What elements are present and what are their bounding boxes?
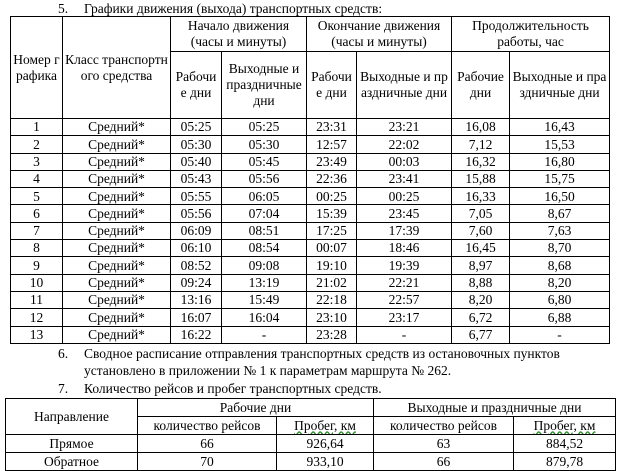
header-mileage-holidays [514, 417, 616, 435]
cell-end-workdays: 21:02 [307, 274, 357, 291]
cell-start-holidays: 09:08 [222, 257, 307, 274]
table-row [11, 153, 610, 170]
cell-duration-workdays: 8,88 [452, 274, 510, 291]
section-5-heading: Графики движения (выхода) транспортных средств: [84, 1, 383, 16]
cell-duration-holidays: 8,67 [510, 205, 610, 222]
cell-mileage-workdays: 933,10 [277, 453, 374, 471]
mileage-label: Пробег, км [533, 417, 596, 433]
cell-end-holidays: - [357, 326, 452, 343]
cell-vehicle-class: Средний* [63, 119, 171, 136]
cell-end-holidays: 22:02 [357, 136, 452, 153]
cell-duration-workdays: 16,08 [452, 119, 510, 136]
cell-end-workdays: 15:39 [307, 205, 357, 222]
header-duration-workdays: Рабочие дни [452, 52, 510, 119]
cell-schedule-number: 2 [11, 136, 63, 153]
section-5-number: 5. [58, 1, 69, 16]
header-end-workdays: Рабочие дни [307, 52, 357, 119]
header-holidays: Выходные и праздничные дни [374, 399, 616, 417]
cell-start-workdays: 16:07 [171, 309, 222, 326]
cell-duration-workdays: 8,97 [452, 257, 510, 274]
cell-duration-holidays: 16,50 [510, 188, 610, 205]
cell-schedule-number: 9 [11, 257, 63, 274]
header-mileage-workdays [277, 417, 374, 435]
cell-schedule-number: 4 [11, 170, 63, 187]
cell-end-holidays: 23:21 [357, 119, 452, 136]
cell-start-workdays: 05:55 [171, 188, 222, 205]
cell-start-holidays: 13:19 [222, 274, 307, 291]
cell-duration-workdays: 7,12 [452, 136, 510, 153]
cell-duration-workdays: 8,20 [452, 291, 510, 308]
table-row [11, 170, 610, 187]
table-row [11, 326, 610, 343]
cell-start-workdays: 05:43 [171, 170, 222, 187]
cell-start-holidays: 05:30 [222, 136, 307, 153]
cell-start-workdays: 06:09 [171, 222, 222, 239]
trips-mileage-table [5, 398, 616, 471]
cell-start-workdays: 05:30 [171, 136, 222, 153]
table-row [6, 453, 616, 471]
header-vehicle-class: Класс транспортного средства [63, 17, 171, 119]
cell-schedule-number: 1 [11, 119, 63, 136]
cell-trips-workdays: 70 [138, 453, 277, 471]
cell-end-holidays: 23:41 [357, 170, 452, 187]
header-schedule-number: Номер графика [11, 17, 63, 119]
cell-schedule-number: 8 [11, 240, 63, 257]
table-row [11, 119, 610, 136]
cell-schedule-number: 5 [11, 188, 63, 205]
cell-end-workdays: 23:49 [307, 153, 357, 170]
cell-vehicle-class: Средний* [63, 274, 171, 291]
cell-end-workdays: 17:25 [307, 222, 357, 239]
cell-start-holidays: 08:51 [222, 222, 307, 239]
section-6-line-2: установлено в приложении № 1 к параметрам маршрута № 262. [84, 363, 452, 378]
cell-vehicle-class: Средний* [63, 170, 171, 187]
cell-schedule-number: 10 [11, 274, 63, 291]
cell-duration-holidays: 7,63 [510, 222, 610, 239]
cell-end-holidays: 18:46 [357, 240, 452, 257]
cell-start-workdays: 05:25 [171, 119, 222, 136]
cell-end-holidays: 17:39 [357, 222, 452, 239]
table-row [6, 435, 616, 453]
table-row [11, 309, 610, 326]
cell-duration-holidays: 16,80 [510, 153, 610, 170]
header-duration-holidays: Выходные и праздничные дни [510, 52, 610, 119]
header-workdays: Рабочие дни [138, 399, 374, 417]
cell-duration-workdays: 7,05 [452, 205, 510, 222]
cell-vehicle-class: Средний* [63, 309, 171, 326]
table-row [11, 274, 610, 291]
header-direction: Направление [6, 399, 138, 435]
cell-start-workdays: 13:16 [171, 291, 222, 308]
section-7-heading: Количество рейсов и пробег транспортных средств. [84, 381, 382, 396]
cell-vehicle-class: Средний* [63, 222, 171, 239]
cell-vehicle-class: Средний* [63, 153, 171, 170]
cell-start-holidays: 05:45 [222, 153, 307, 170]
header-start-workdays: Рабочие дни [171, 52, 222, 119]
cell-trips-holidays: 63 [374, 435, 514, 453]
cell-end-holidays: 00:25 [357, 188, 452, 205]
cell-start-holidays: 05:56 [222, 170, 307, 187]
cell-end-holidays: 00:03 [357, 153, 452, 170]
cell-end-holidays: 23:45 [357, 205, 452, 222]
cell-mileage-holidays: 879,78 [514, 453, 616, 471]
cell-duration-holidays: 6,88 [510, 309, 610, 326]
cell-start-workdays: 05:56 [171, 205, 222, 222]
cell-duration-workdays: 16,45 [452, 240, 510, 257]
cell-duration-workdays: 16,33 [452, 188, 510, 205]
cell-start-holidays: - [222, 326, 307, 343]
cell-end-holidays: 22:21 [357, 274, 452, 291]
cell-duration-holidays: 8,20 [510, 274, 610, 291]
header-end: Окончание движения (часы и минуты) [307, 17, 452, 52]
cell-vehicle-class: Средний* [63, 326, 171, 343]
section-7-number: 7. [58, 381, 69, 396]
cell-end-workdays: 22:36 [307, 170, 357, 187]
header-start-holidays: Выходные и праздничные дни [222, 52, 307, 119]
cell-end-workdays: 19:10 [307, 257, 357, 274]
cell-duration-holidays: 8,68 [510, 257, 610, 274]
cell-start-holidays: 06:05 [222, 188, 307, 205]
header-trips-workdays: количество рейсов [138, 417, 277, 435]
mileage-label: Пробег, км [294, 417, 356, 433]
table-row [11, 240, 610, 257]
cell-vehicle-class: Средний* [63, 205, 171, 222]
cell-duration-holidays: - [510, 326, 610, 343]
cell-schedule-number: 7 [11, 222, 63, 239]
cell-direction: Обратное [6, 453, 138, 471]
cell-end-holidays: 19:39 [357, 257, 452, 274]
cell-end-holidays: 22:57 [357, 291, 452, 308]
cell-start-holidays: 05:25 [222, 119, 307, 136]
section-6-number: 6. [58, 346, 69, 361]
cell-start-workdays: 06:10 [171, 240, 222, 257]
cell-vehicle-class: Средний* [63, 188, 171, 205]
cell-duration-workdays: 16,32 [452, 153, 510, 170]
cell-duration-workdays: 6,72 [452, 309, 510, 326]
cell-vehicle-class: Средний* [63, 291, 171, 308]
cell-duration-holidays: 6,80 [510, 291, 610, 308]
cell-end-workdays: 22:18 [307, 291, 357, 308]
cell-start-holidays: 15:49 [222, 291, 307, 308]
cell-duration-holidays: 8,70 [510, 240, 610, 257]
table-row [11, 291, 610, 308]
cell-end-holidays: 23:17 [357, 309, 452, 326]
cell-schedule-number: 12 [11, 309, 63, 326]
header-end-holidays: Выходные и праздничные дни [357, 52, 452, 119]
cell-duration-workdays: 15,88 [452, 170, 510, 187]
cell-start-holidays: 07:04 [222, 205, 307, 222]
table-row [11, 205, 610, 222]
cell-duration-workdays: 7,60 [452, 222, 510, 239]
cell-schedule-number: 11 [11, 291, 63, 308]
table-row [11, 222, 610, 239]
cell-schedule-number: 6 [11, 205, 63, 222]
cell-trips-holidays: 66 [374, 453, 514, 471]
cell-mileage-workdays: 926,64 [277, 435, 374, 453]
cell-start-workdays: 05:40 [171, 153, 222, 170]
cell-schedule-number: 13 [11, 326, 63, 343]
cell-start-workdays: 09:24 [171, 274, 222, 291]
cell-vehicle-class: Средний* [63, 136, 171, 153]
table-row [11, 188, 610, 205]
cell-end-workdays: 23:10 [307, 309, 357, 326]
cell-vehicle-class: Средний* [63, 257, 171, 274]
cell-duration-holidays: 16,43 [510, 119, 610, 136]
cell-duration-holidays: 15,75 [510, 170, 610, 187]
cell-start-workdays: 08:52 [171, 257, 222, 274]
cell-direction: Прямое [6, 435, 138, 453]
cell-end-workdays: 23:28 [307, 326, 357, 343]
cell-vehicle-class: Средний* [63, 240, 171, 257]
schedule-table [10, 16, 610, 344]
cell-mileage-holidays: 884,52 [514, 435, 616, 453]
cell-start-workdays: 16:22 [171, 326, 222, 343]
cell-end-workdays: 12:57 [307, 136, 357, 153]
cell-start-holidays: 16:04 [222, 309, 307, 326]
header-start: Начало движения (часы и минуты) [171, 17, 307, 52]
table-row [11, 257, 610, 274]
cell-duration-holidays: 15,53 [510, 136, 610, 153]
cell-start-holidays: 08:54 [222, 240, 307, 257]
cell-end-workdays: 00:25 [307, 188, 357, 205]
header-trips-holidays: количество рейсов [374, 417, 514, 435]
cell-end-workdays: 00:07 [307, 240, 357, 257]
cell-trips-workdays: 66 [138, 435, 277, 453]
cell-duration-workdays: 6,77 [452, 326, 510, 343]
table-row [11, 136, 610, 153]
section-6-line-1: Сводное расписание отправления транспортных средств из остановочных пунктов [84, 346, 560, 361]
cell-end-workdays: 23:31 [307, 119, 357, 136]
cell-schedule-number: 3 [11, 153, 63, 170]
header-duration: Продолжительность работы, час [452, 17, 610, 52]
